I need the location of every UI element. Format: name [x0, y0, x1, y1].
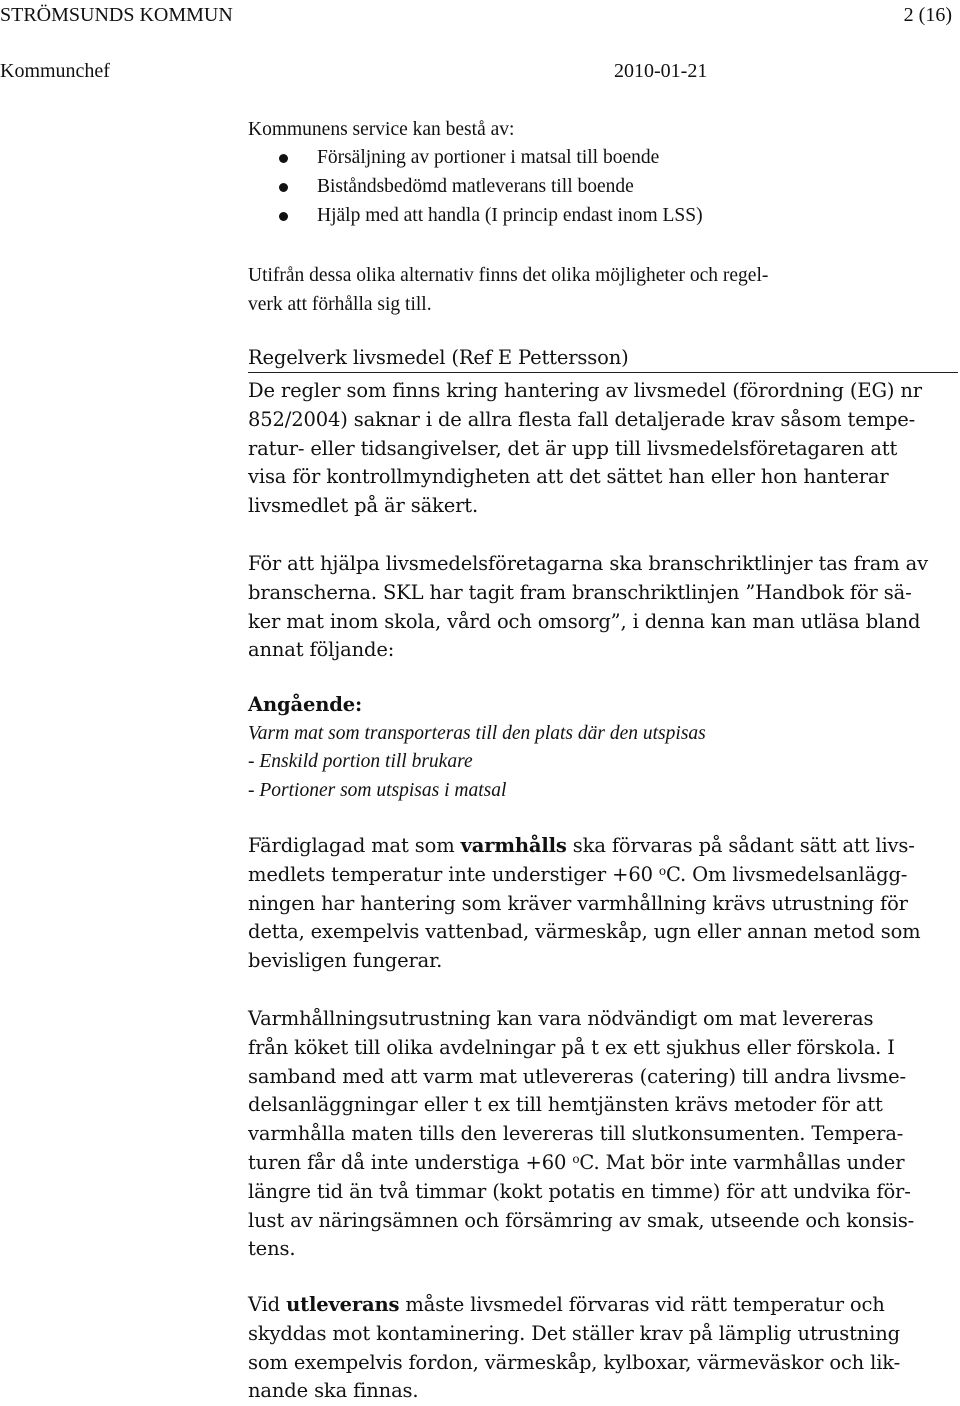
paragraph-5: Vid utleverans måste livsmedel förvaras vid rätt temperatur och skyddas mot kontaminering. Det ställer krav på lämplig utrustning som exempelvis fordon, värmeskåp, kylboxar, värmeväskor och lik- nande ska finnas. [248, 1293, 901, 1403]
emphasis-varmhalls: varmhålls [460, 834, 567, 857]
paragraph-2: För att hjälpa livsmedelsföretagarna ska branschriktlinjer tas fram av branscherna. SKL har tagit fram branschriktlinjen ”Handbok för sä- ker mat inom skola, vård och omsorg”, i denna kan man utläsa bland annat följande: [248, 552, 929, 662]
angaende-list: Varm mat som transporteras till den plats där den utspisas - Enskild portion till brukare - Portioner som utspisas i matsal [248, 723, 706, 801]
page-number: 2 (16) [903, 4, 952, 26]
bullet-icon [279, 212, 288, 221]
paragraph-1: De regler som finns kring hantering av livsmedel (förordning (EG) nr 852/2004) saknar i de allra flesta fall detaljerade krav såsom tempe- ratur- eller tidsangivelser, det är upp till livsmedelsföretagaren att visa för kontrollmyndigheten att det sättet han eller hon hanterar livsmedlet på är säkert. [248, 379, 922, 518]
service-list [248, 144, 954, 230]
section-heading: Regelverk livsmedel (Ref E Pettersson) [248, 344, 958, 373]
bullet-icon [279, 183, 288, 192]
paragraph-3: Färdiglagad mat som varmhålls ska förvaras på sådant sätt att livs- medlets temperatur inte understiger +60 $^o$C. Om livsmedelsanlägg- ningen har hantering som kräver varmhållning krävs utrustning för detta, exempelvis vattenbad, värmeskåp, ugn eller annan metod som bevisligen fungerar. [248, 834, 921, 973]
emphasis-utleverans: utleverans [286, 1293, 400, 1316]
paragraph-4: Varmhållningsutrustning kan vara nödvändigt om mat levereras från köket till olika avdelningar på t ex ett sjukhus eller förskola. I samband med att varm mat utlevereras (catering) till andra livsme- delsanläggningar eller t ex till hemtjänsten krävs metoder för att varmhålla maten tills den levereras till slutkonsumenten. Tempera- turen får då inte understiga +60 $^o$C. Mat bör inte varmhållas under längre tid än två timmar (kokt potatis en timme) för att undvika för- lust av näringsämnen och försämring av smak, utseende och konsis- tens. [248, 1007, 915, 1261]
angaende-label: Angående: [248, 693, 363, 716]
header-date: 2010-01-21 [614, 60, 708, 82]
header-org: STRÖMSUNDS KOMMUN [0, 4, 233, 26]
header-author: Kommunchef [0, 60, 110, 82]
intro-after: Utifrån dessa olika alternativ finns det olika möjligheter och regel- verk att förhålla sig till. [248, 265, 769, 315]
intro-lead: Kommunens service kan bestå av: [248, 119, 515, 140]
list-item: Försäljning av portioner i matsal till boende [248, 144, 954, 173]
bullet-icon [279, 154, 288, 163]
list-item: Hjälp med att handla (I princip endast inom LSS) [248, 202, 954, 231]
list-item: Biståndsbedömd matleverans till boende [248, 173, 954, 202]
